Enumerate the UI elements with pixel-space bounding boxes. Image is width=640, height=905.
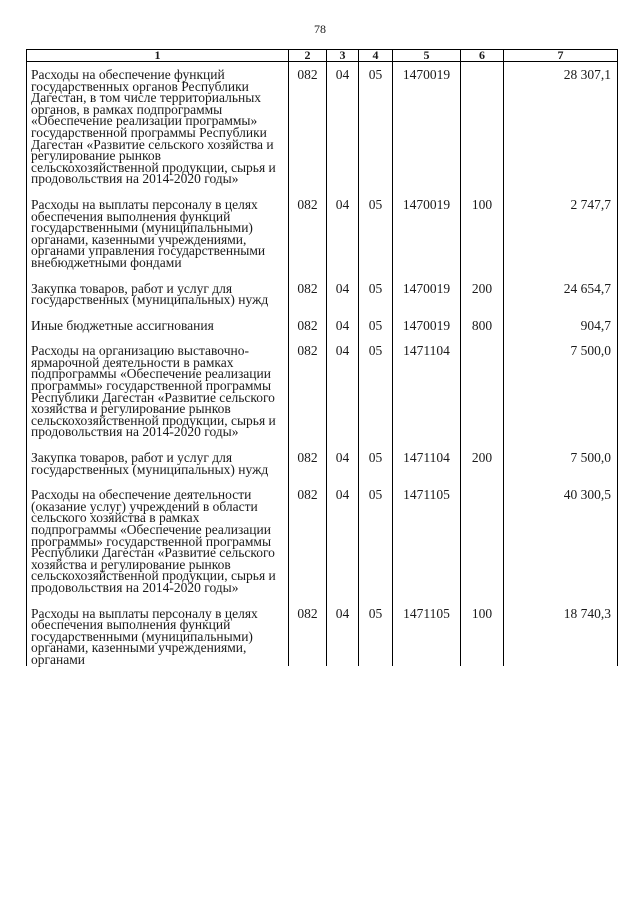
ministry-code: 082 — [289, 345, 327, 438]
table-row — [27, 320, 618, 332]
table-header — [27, 50, 618, 62]
amount: 904,7 — [504, 320, 618, 332]
page-number: 78 — [314, 22, 326, 36]
row-description: Расходы на обеспечение деятельности (оказание услуг) учреждений в области сельского хозяйства в рамках подпрограммы «Обеспечение реализации программы» государственной программы Республики Дагестан «Развитие сельского хозяйства и регулирование рынков сельскохозяйственной продукции, сырья и продовольствия на 2014-2020 годы» — [27, 489, 289, 593]
row-description: Закупка товаров, работ и услуг для государственных (муниципальных) нужд — [27, 283, 289, 306]
ministry-code: 082 — [289, 320, 327, 332]
row-description: Закупка товаров, работ и услуг для государственных (муниципальных) нужд — [27, 452, 289, 475]
amount: 40 300,5 — [504, 489, 618, 593]
expense-type-code: 100 — [461, 199, 504, 269]
expense-type-code: 800 — [461, 320, 504, 332]
row-description: Расходы на выплаты персоналу в целях обеспечения выполнения функций государственными (муниципальными) органами, казенными учреждениями, органами управления государственными внебюджетными фондами — [27, 199, 289, 269]
col-header-4: 4 — [359, 50, 393, 62]
col-header-6: 6 — [461, 50, 504, 62]
section-code: 04 — [327, 608, 359, 666]
subsection-code: 05 — [359, 320, 393, 332]
target-article-code: 1470019 — [393, 320, 461, 332]
subsection-code: 05 — [359, 345, 393, 438]
section-code: 04 — [327, 283, 359, 306]
section-code: 04 — [327, 452, 359, 475]
subsection-code: 05 — [359, 489, 393, 593]
table-row — [27, 608, 618, 666]
table-row — [27, 283, 618, 306]
budget-table — [26, 49, 618, 666]
table-row — [27, 345, 618, 438]
amount: 18 740,3 — [504, 608, 618, 666]
col-header-5: 5 — [393, 50, 461, 62]
amount: 2 747,7 — [504, 199, 618, 269]
expense-type-code — [461, 62, 504, 185]
expense-type-code — [461, 489, 504, 593]
subsection-code: 05 — [359, 452, 393, 475]
ministry-code: 082 — [289, 608, 327, 666]
target-article-code: 1471104 — [393, 345, 461, 438]
ministry-code: 082 — [289, 62, 327, 185]
amount: 7 500,0 — [504, 345, 618, 438]
ministry-code: 082 — [289, 489, 327, 593]
row-description: Расходы на выплаты персоналу в целях обеспечения выполнения функций государственными (муниципальными) органами, казенными учреждениями, органами — [27, 608, 289, 666]
target-article-code: 1471105 — [393, 489, 461, 593]
subsection-code: 05 — [359, 608, 393, 666]
table-body — [27, 62, 618, 666]
row-description: Иные бюджетные ассигнования — [27, 320, 289, 332]
col-header-2: 2 — [289, 50, 327, 62]
section-code: 04 — [327, 345, 359, 438]
table-row — [27, 62, 618, 185]
table-row — [27, 199, 618, 269]
header-row — [27, 50, 618, 62]
target-article-code: 1470019 — [393, 62, 461, 185]
target-article-code: 1471104 — [393, 452, 461, 475]
expense-type-code: 200 — [461, 283, 504, 306]
col-header-1: 1 — [27, 50, 289, 62]
subsection-code: 05 — [359, 283, 393, 306]
section-code: 04 — [327, 489, 359, 593]
amount: 28 307,1 — [504, 62, 618, 185]
row-description: Расходы на организацию выставочно-ярмарочной деятельности в рамках подпрограммы «Обеспечение реализации программы» государственной программы Республики Дагестан «Развитие сельского хозяйства и регулирование рынков сельскохозяйственной продукции, сырья и продовольствия на 2014-2020 годы» — [27, 345, 289, 438]
amount: 24 654,7 — [504, 283, 618, 306]
subsection-code: 05 — [359, 199, 393, 269]
expense-type-code — [461, 345, 504, 438]
ministry-code: 082 — [289, 199, 327, 269]
ministry-code: 082 — [289, 452, 327, 475]
table-row — [27, 452, 618, 475]
target-article-code: 1471105 — [393, 608, 461, 666]
ministry-code: 082 — [289, 283, 327, 306]
target-article-code: 1470019 — [393, 199, 461, 269]
col-header-3: 3 — [327, 50, 359, 62]
expense-type-code: 100 — [461, 608, 504, 666]
target-article-code: 1470019 — [393, 283, 461, 306]
row-description: Расходы на обеспечение функций государственных органов Республики Дагестан, в том числе территориальных органов, в рамках подпрограммы «Обеспечение реализации программы» государственной программы Республики Дагестан «Развитие сельского хозяйства и регулирование рынков сельскохозяйственной продукции, сырья и продовольствия на 2014-2020 годы» — [27, 62, 289, 185]
col-header-7: 7 — [504, 50, 618, 62]
amount: 7 500,0 — [504, 452, 618, 475]
section-code: 04 — [327, 320, 359, 332]
section-code: 04 — [327, 62, 359, 185]
expense-type-code: 200 — [461, 452, 504, 475]
subsection-code: 05 — [359, 62, 393, 185]
table-row — [27, 489, 618, 593]
section-code: 04 — [327, 199, 359, 269]
